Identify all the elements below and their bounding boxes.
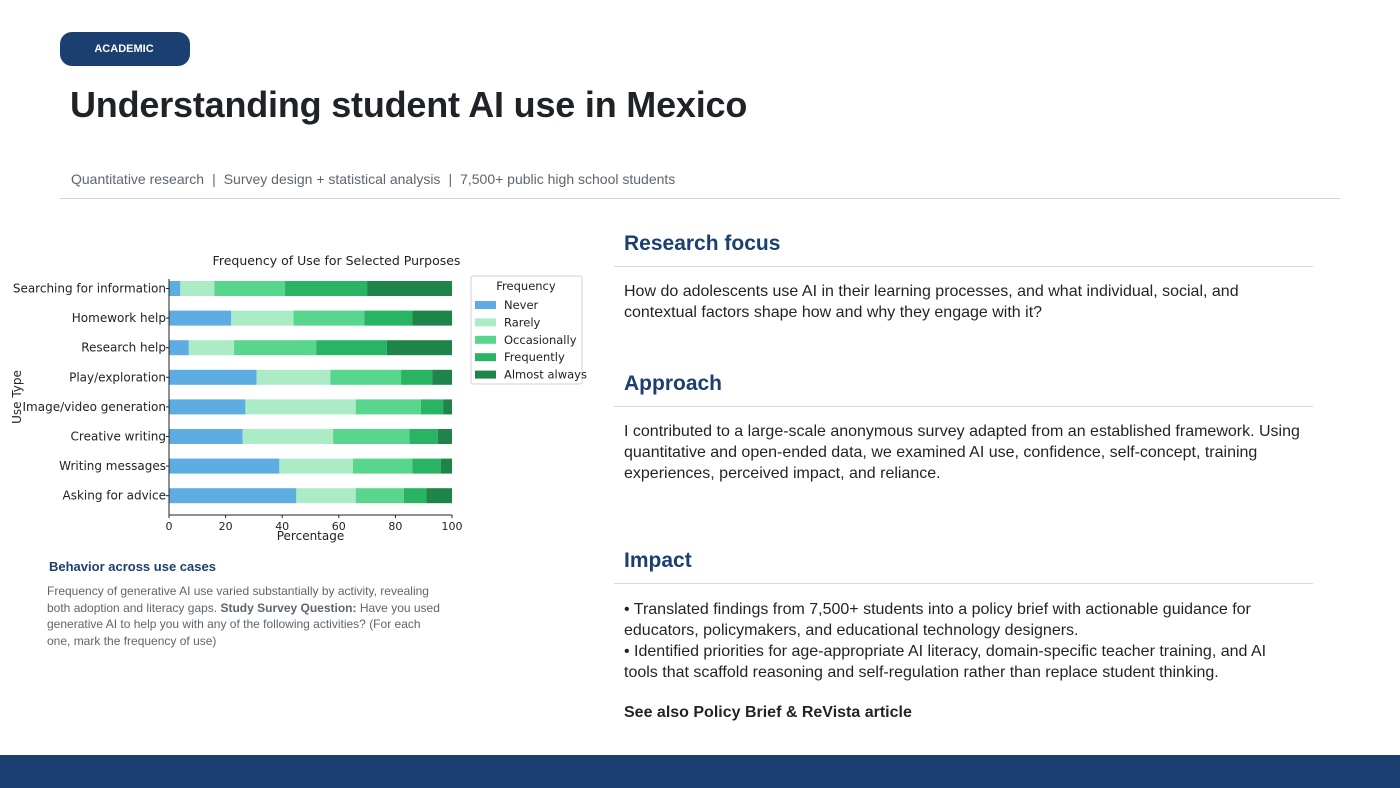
bar-segment — [169, 459, 279, 474]
bar-segment — [279, 459, 353, 474]
y-axis-label: Use Type — [10, 370, 24, 424]
x-tick-label: 0 — [165, 520, 173, 533]
legend-swatch — [475, 353, 496, 361]
legend-title: Frequency — [496, 279, 556, 293]
footer-band — [0, 755, 1400, 788]
caption-body — [47, 583, 447, 649]
bar-segment — [294, 311, 365, 326]
bar-segment — [353, 459, 412, 474]
bar-segment — [214, 281, 285, 296]
y-tick-label: Creative writing — [70, 429, 166, 444]
bar-segment — [169, 370, 257, 385]
bar-segment — [285, 281, 367, 296]
x-tick-label: 60 — [331, 520, 346, 533]
bar-segment — [412, 311, 452, 326]
y-tick-label: Homework help — [71, 311, 166, 326]
section-divider — [614, 583, 1313, 584]
bar-segment — [245, 399, 355, 414]
page-title: Understanding student AI use in Mexico — [70, 84, 748, 125]
x-tick-label: 80 — [388, 520, 403, 533]
bar-segment — [410, 429, 438, 444]
research-focus-heading: Research focus — [624, 232, 781, 255]
research-focus-body: How do adolescents use AI in their learning processes, and what individual, social, and contextual factors shape how and why they engage with it? — [624, 283, 1239, 321]
legend-swatch — [475, 301, 496, 309]
bar-segment — [438, 429, 452, 444]
category-badge: ACADEMIC — [60, 32, 190, 66]
impact-bullet: • Identified priorities for age-appropriate AI literacy, domain-specific teacher training, and AI tools that scaffold reasoning and self-regulation rather than replace student thinking. — [624, 643, 1267, 681]
caption-text: Frequency of generative AI use varied substantially by activity, revealing both adoption and literacy gaps. — [47, 584, 429, 615]
bar-segment — [401, 370, 432, 385]
legend-swatch — [475, 371, 496, 379]
approach-body: I contributed to a large-scale anonymous survey adapted from an established framework. Using quantitative and open-ended data, we examined AI use, confidence, self-concept, training experiences, perceived impact, and reliance. — [624, 423, 1300, 482]
section-divider — [614, 406, 1313, 407]
bar-segment — [169, 340, 189, 355]
bar-segment — [169, 399, 245, 414]
bar-segment — [421, 399, 444, 414]
bar-segment — [412, 459, 440, 474]
bar-segment — [330, 370, 401, 385]
x-tick-label: 40 — [275, 520, 290, 533]
caption-question-label: Study Survey Question: — [220, 600, 357, 615]
y-tick-label: Searching for information — [12, 281, 166, 296]
impact-body — [624, 599, 1304, 683]
legend-swatch — [475, 336, 496, 344]
bar-segment — [427, 488, 452, 503]
y-tick-label: Research help — [81, 340, 166, 355]
bar-segment — [234, 340, 316, 355]
x-tick-label: 20 — [218, 520, 233, 533]
caption-title: Behavior across use cases — [49, 559, 216, 574]
frequency-chart — [0, 245, 600, 550]
section-divider — [614, 266, 1313, 267]
bar-segment — [387, 340, 452, 355]
header-divider — [60, 198, 1340, 199]
bar-segment — [404, 488, 427, 503]
bar-segment — [333, 429, 409, 444]
legend-label: Never — [504, 298, 539, 312]
y-tick-label: Writing messages — [59, 459, 166, 474]
meta-design: Survey design + statistical analysis — [223, 171, 441, 187]
bar-segment — [364, 311, 412, 326]
bar-segment — [441, 459, 452, 474]
bar-segment — [169, 429, 243, 444]
legend-label: Occasionally — [504, 332, 577, 347]
approach-heading: Approach — [624, 372, 723, 395]
meta-method: Quantitative research — [71, 171, 205, 187]
bar-segment — [243, 429, 334, 444]
bar-segment — [189, 340, 234, 355]
x-axis-label: Percentage — [276, 529, 345, 543]
legend-swatch — [475, 318, 496, 326]
bar-segment — [169, 311, 231, 326]
bar-segment — [169, 488, 296, 503]
x-tick-label: 100 — [441, 520, 463, 533]
meta-separator: | — [212, 171, 216, 187]
bar-segment — [367, 281, 452, 296]
meta-sample: 7,500+ public high school students — [460, 171, 676, 187]
bar-segment — [257, 370, 331, 385]
bar-segment — [356, 488, 404, 503]
y-tick-label: Image/video generation — [22, 399, 166, 414]
bar-segment — [180, 281, 214, 296]
bar-segment — [432, 370, 452, 385]
y-tick-label: Play/exploration — [69, 370, 166, 385]
legend-label: Almost always — [504, 367, 587, 382]
chart-title: Frequency of Use for Selected Purposes — [212, 253, 461, 268]
bar-segment — [356, 399, 421, 414]
impact-bullet: • Translated findings from 7,500+ students into a policy brief with actionable guidance for educators, policymakers, and educational technology designers. — [624, 601, 1251, 639]
impact-heading: Impact — [624, 549, 692, 572]
project-meta — [71, 171, 675, 187]
legend-label: Rarely — [504, 315, 541, 330]
bar-segment — [169, 281, 180, 296]
bar-segment — [444, 399, 452, 414]
see-also-links[interactable]: See also Policy Brief & ReVista article — [624, 704, 912, 721]
meta-separator: | — [448, 171, 453, 187]
y-tick-label: Asking for advice — [62, 488, 166, 503]
bar-segment — [316, 340, 387, 355]
bar-segment — [231, 311, 293, 326]
bar-segment — [296, 488, 355, 503]
legend-label: Frequently — [504, 350, 565, 365]
caption-question: Have you used generative AI to help you with any of the following activities? (For each one, mark the frequency of use) — [47, 600, 440, 648]
